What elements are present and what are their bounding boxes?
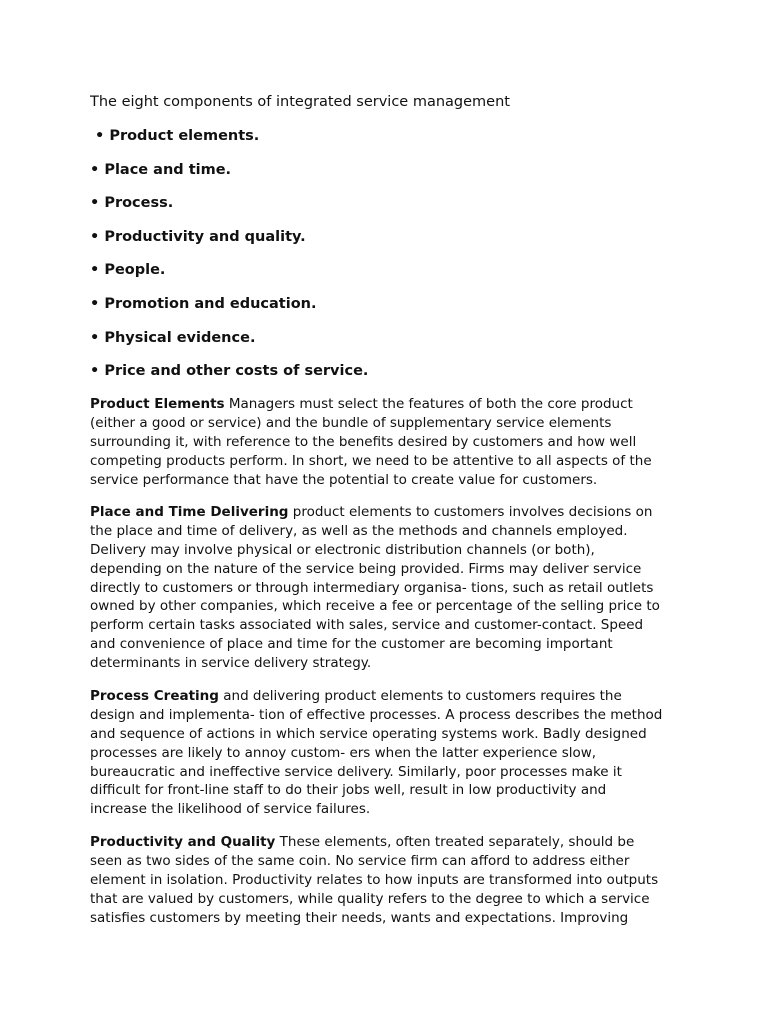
paragraph-line: element in isolation. Productivity relates to how inputs are transformed into outputs [90,871,659,888]
paragraph-line: that are valued by customers, while quality refers to the degree to which a service [90,890,650,907]
list-item: • Productivity and quality. [90,228,306,245]
paragraph-line: design and implementa- tion of effective processes. A process describes the method [90,706,663,723]
list-item: • Product elements. [95,128,260,144]
paragraph-line: surrounding it, with reference to the benefits desired by customers and how well [90,433,637,450]
paragraph-text: Managers must select the features of both the core product [224,396,633,412]
paragraph-line [90,687,662,706]
paragraph-line [90,395,652,414]
paragraph-line: directly to customers or through intermediary organisa- tions, such as retail outlets [90,579,654,596]
list-item: • Promotion and education. [90,295,317,312]
paragraph-line: and sequence of actions in which service operating systems work. Badly designed [90,725,647,742]
paragraph-line: Delivery may involve physical or electronic distribution channels (or both), [90,541,595,558]
document-page [90,92,680,926]
paragraph-line [90,833,658,852]
paragraph-line: processes are likely to annoy custom- ers when the latter experience slow, [90,744,597,761]
document-heading: The eight components of integrated service management [90,94,510,110]
paragraph-product-elements [90,395,652,489]
paragraph-line: depending on the nature of the service being provided. Firms may deliver service [90,560,642,577]
paragraph-line: owned by other companies, which receive a fee or percentage of the selling price to [90,598,660,615]
components-list [90,126,368,381]
paragraph-line: the place and time of delivery, as well as the methods and channels employed. [90,522,628,539]
paragraph-title: Product Elements [90,396,225,412]
paragraph-line: perform certain tasks associated with sales, service and customer-contact. Speed [90,617,644,634]
paragraph-process [90,687,662,819]
paragraph-productivity-and-quality [90,833,658,927]
paragraph-line: bureaucratic and ineffective service delivery. Similarly, poor processes make it [90,763,622,780]
paragraph-line: and convenience of place and time for the customer are becoming important [90,636,613,653]
paragraph-line: determinants in service delivery strategy. [90,655,372,672]
paragraph-title: Process Creating [90,688,219,704]
list-item: • Price and other costs of service. [90,363,369,380]
paragraph-title: Productivity and Quality [90,834,276,850]
list-item: • Physical evidence. [90,329,256,346]
paragraph-line: satisfies customers by meeting their needs, wants and expectations. Improving [90,909,629,926]
paragraph-line: difficult for front-line staff to do their jobs well, result in low productivity and [90,782,607,799]
paragraph-line: (either a good or service) and the bundle of supplementary service elements [90,414,612,431]
list-item: • People. [90,262,166,279]
paragraph-title: Place and Time Delivering [90,504,289,520]
paragraph-line [90,503,660,522]
list-item: • Process. [90,195,174,212]
components-list-wrapper [90,126,368,381]
paragraph-line: service performance that have the potential to create value for customers. [90,471,598,488]
paragraph-text: These elements, often treated separately, should be [275,834,635,850]
paragraph-line: increase the likelihood of service failures. [90,801,371,818]
paragraph-line: competing products perform. In short, we need to be attentive to all aspects of the [90,452,652,469]
paragraph-text: product elements to customers involves decisions on [288,504,653,520]
list-item: • Place and time. [90,161,232,178]
paragraph-place-and-time [90,503,660,673]
paragraph-text: and delivering product elements to customers requires the [218,688,622,704]
paragraph-line: seen as two sides of the same coin. No service firm can afford to address either [90,852,630,869]
